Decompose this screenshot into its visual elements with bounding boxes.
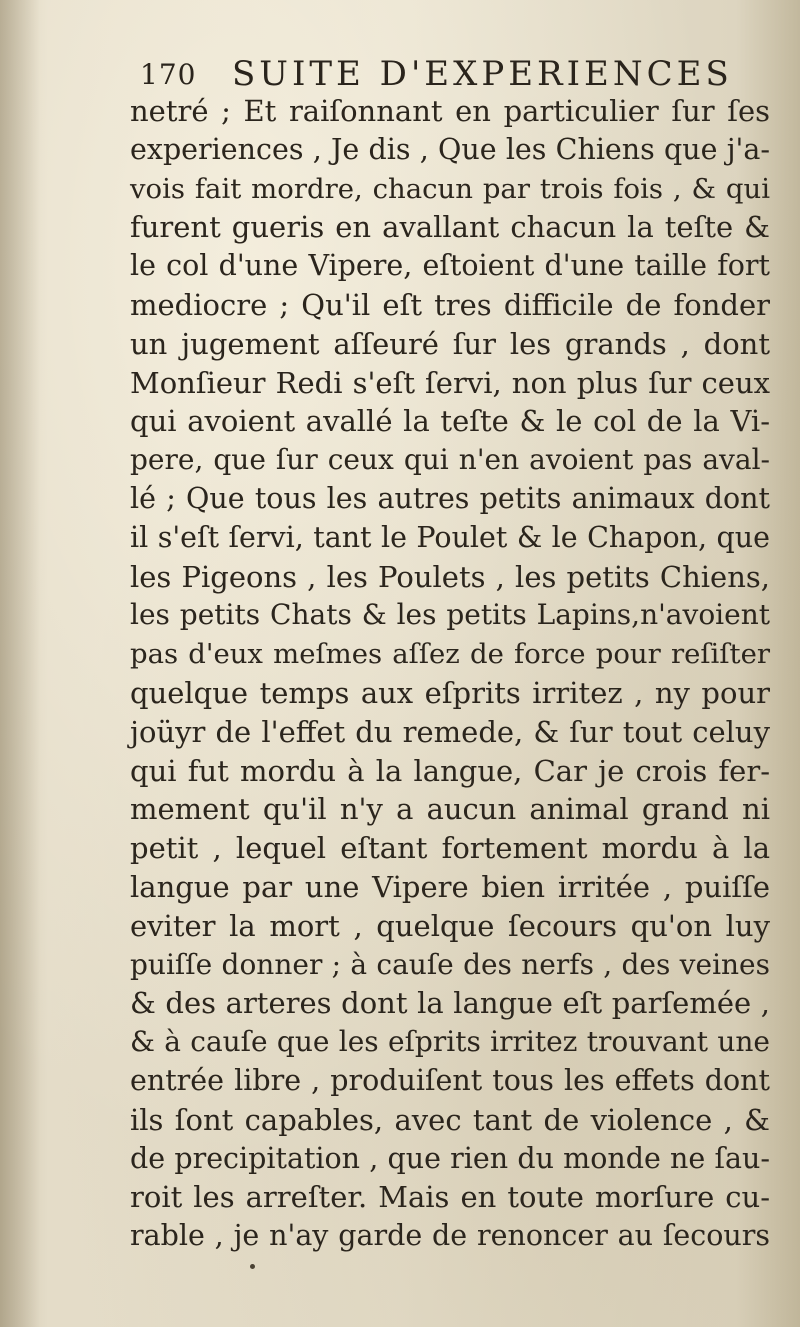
text-line: de precipitation , que rien du monde ne ſau-: [130, 1141, 770, 1175]
text-line: eviter la mort , quelque ſecours qu'on luy: [130, 908, 770, 943]
gutter-shadow: [0, 0, 40, 1327]
text-line: experiences , Je dis , Que les Chiens que j'a-: [130, 132, 770, 166]
text-line: & à cauſe que les eſprits irritez trouvant une: [130, 1025, 770, 1059]
text-line: qui avoient avallé la teſte & le col de la Vi-: [130, 404, 770, 439]
text-line: roit les arreſter. Mais en toute morſure cu-: [130, 1180, 770, 1215]
running-title: SUITE D'EXPERIENCES: [232, 54, 733, 94]
text-line: furent gueris en avallant chacun la teſte &: [130, 210, 770, 245]
text-line: mediocre ; Qu'il eſt tres difficile de fonder: [130, 287, 770, 322]
text-line: entrée libre , produiſent tous les effets dont: [130, 1063, 770, 1097]
text-line: petit , lequel eſtant fortement mordu à la: [130, 831, 770, 866]
text-line: qui fut mordu à la langue, Car je crois fer-: [130, 753, 770, 788]
text-line: les Pigeons , les Poulets , les petits Chiens,: [130, 559, 770, 594]
text-line: pere, que ſur ceux qui n'en avoient pas aval-: [130, 443, 770, 477]
body-text: [130, 92, 770, 1256]
text-line: rable , je n'ay garde de renoncer au ſecours: [130, 1219, 770, 1253]
text-line: puiſſe donner ; à cauſe des nerfs , des veines: [130, 947, 770, 981]
text-line: joüyr de l'effet du remede, & ſur tout celuy: [130, 714, 770, 749]
text-line: il s'eſt ſervi, tant le Poulet & le Chapon, que: [130, 520, 770, 554]
text-line: vois fait mordre, chacun par trois fois , & qui: [130, 172, 770, 205]
ink-speck: [250, 1264, 255, 1269]
text-line: un jugement aſſeuré ſur les grands , dont: [130, 326, 770, 361]
text-line: & des arteres dont la langue eſt parſemée ,: [130, 986, 770, 1021]
text-line: ils ſont capables, avec tant de violence , &: [130, 1102, 770, 1137]
text-line: les petits Chats & les petits Lapins,n'avoient: [130, 598, 770, 632]
text-line: Monſieur Redi s'eſt ſervi, non plus ſur ceux: [130, 365, 770, 400]
text-line: langue par une Vipere bien irritée , puiſſe: [130, 869, 770, 904]
text-line: mement qu'il n'y a aucun animal grand ni: [130, 792, 770, 827]
text-line: lé ; Que tous les autres petits animaux dont: [130, 481, 770, 515]
text-line: netré ; Et raiſonnant en particulier ſur ſes: [130, 94, 770, 128]
text-line: le col d'une Vipere, eſtoient d'une taille fort: [130, 249, 770, 283]
page-number: 170: [140, 58, 197, 91]
text-line: pas d'eux meſmes aſſez de force pour reſiſter: [130, 638, 770, 671]
text-line: quelque temps aux eſprits irritez , ny pour: [130, 675, 770, 710]
